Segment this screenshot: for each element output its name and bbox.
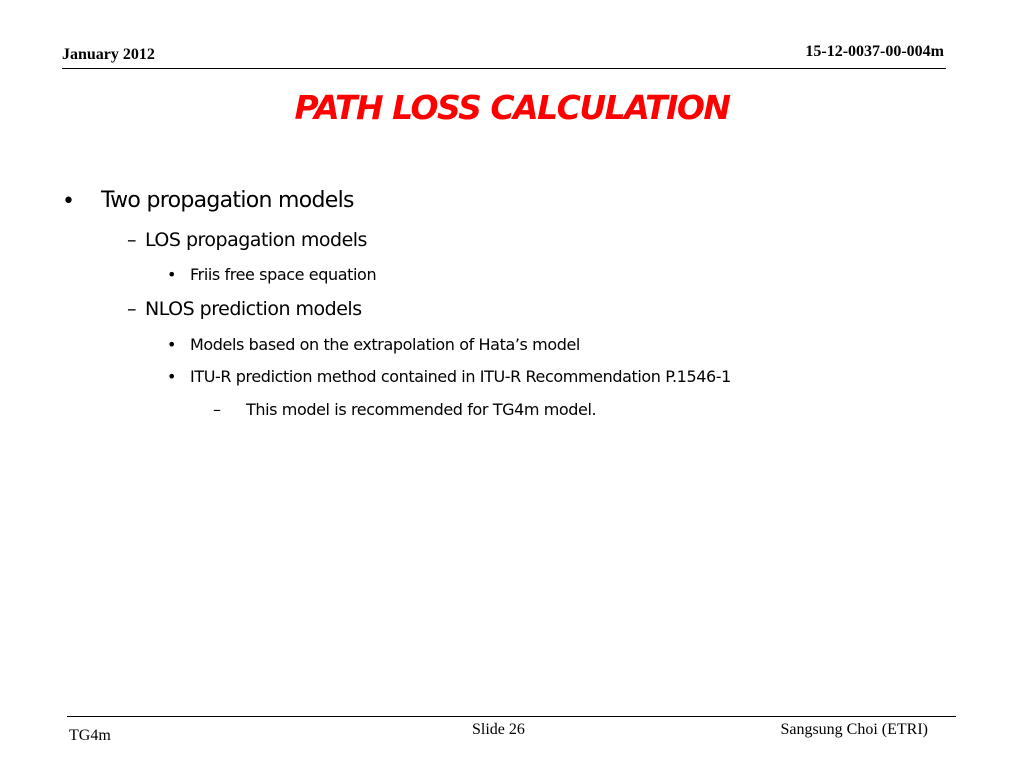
footer-left: TG4m <box>69 727 111 744</box>
header-document-number: 15-12-0037-00-004m <box>805 43 944 60</box>
footer-author: Sangsung Choi (ETRI) <box>780 721 928 738</box>
bullet-level4: This model is recommended for TG4m model. <box>246 400 597 419</box>
bullet-level3: Models based on the extrapolation of Hata’s model <box>190 335 580 354</box>
bullet-level1: Two propagation models <box>101 188 354 213</box>
bullet-marker: • <box>167 265 177 284</box>
footer-divider <box>67 716 956 717</box>
bullet-marker: • <box>167 335 177 354</box>
slide-title: PATH LOSS CALCULATION <box>294 88 730 127</box>
footer-slide-number: Slide 26 <box>472 721 525 738</box>
bullet-marker: • <box>62 189 75 214</box>
dash-marker: – <box>127 229 136 251</box>
bullet-level3: ITU-R prediction method contained in ITU-R Recommendation P.1546-1 <box>190 367 731 386</box>
bullet-marker: • <box>167 367 177 386</box>
bullet-level2: LOS propagation models <box>145 229 367 251</box>
header-date: January 2012 <box>62 46 155 63</box>
bullet-level2: NLOS prediction models <box>145 298 362 320</box>
bullet-level3: Friis free space equation <box>190 265 377 284</box>
header-divider <box>62 68 946 69</box>
dash-marker: – <box>213 400 221 419</box>
dash-marker: – <box>127 298 136 320</box>
